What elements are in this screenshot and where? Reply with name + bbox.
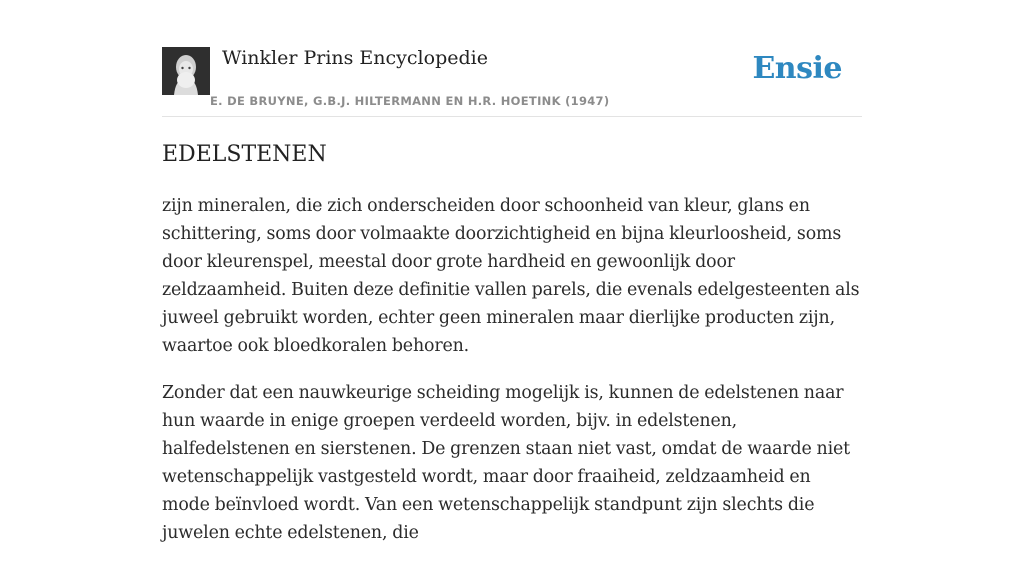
page <box>162 0 862 543</box>
authors-line: E. DE BRUYNE, G.B.J. HILTERMANN EN H.R. HOETINK (1947) <box>210 94 610 108</box>
encyclopedia-title[interactable]: Winkler Prins Encyclopedie <box>222 47 488 69</box>
paragraph: zijn mineralen, die zich onderscheiden door schoonheid van kleur, glans en schittering, soms door volmaakte doorzichtigheid en bijna kleurloosheid, soms door kleurenspel, meestal door grote hardheid en gewoonlijk door zeldzaamheid. Buiten deze definitie vallen parels, die evenals edelgesteenten als juweel gebruikt worden, echter geen mineralen maar dierlijke producten zijn, waartoe ook bloedkoralen behoren. <box>162 196 860 356</box>
entry-header <box>162 0 862 117</box>
author-avatar-icon[interactable] <box>162 47 210 95</box>
entry-title: EDELSTENEN <box>162 142 327 167</box>
ensie-logo[interactable]: Ensie <box>752 51 842 86</box>
paragraph: Zonder dat een nauwkeurige scheiding mogelijk is, kunnen de edelstenen naar hun waarde in enige groepen verdeeld worden, bijv. in edelstenen, halfedelstenen en sierstenen. De grenzen staan niet vast, omdat de waarde niet wetenschappelijk vastgesteld wordt, maar door fraaiheid, zeldzaamheid en mode beïnvloed wordt. Van een wetenschappelijk standpunt zijn slechts die juwelen echte edelstenen, die <box>162 383 850 543</box>
entry-body <box>162 192 862 566</box>
